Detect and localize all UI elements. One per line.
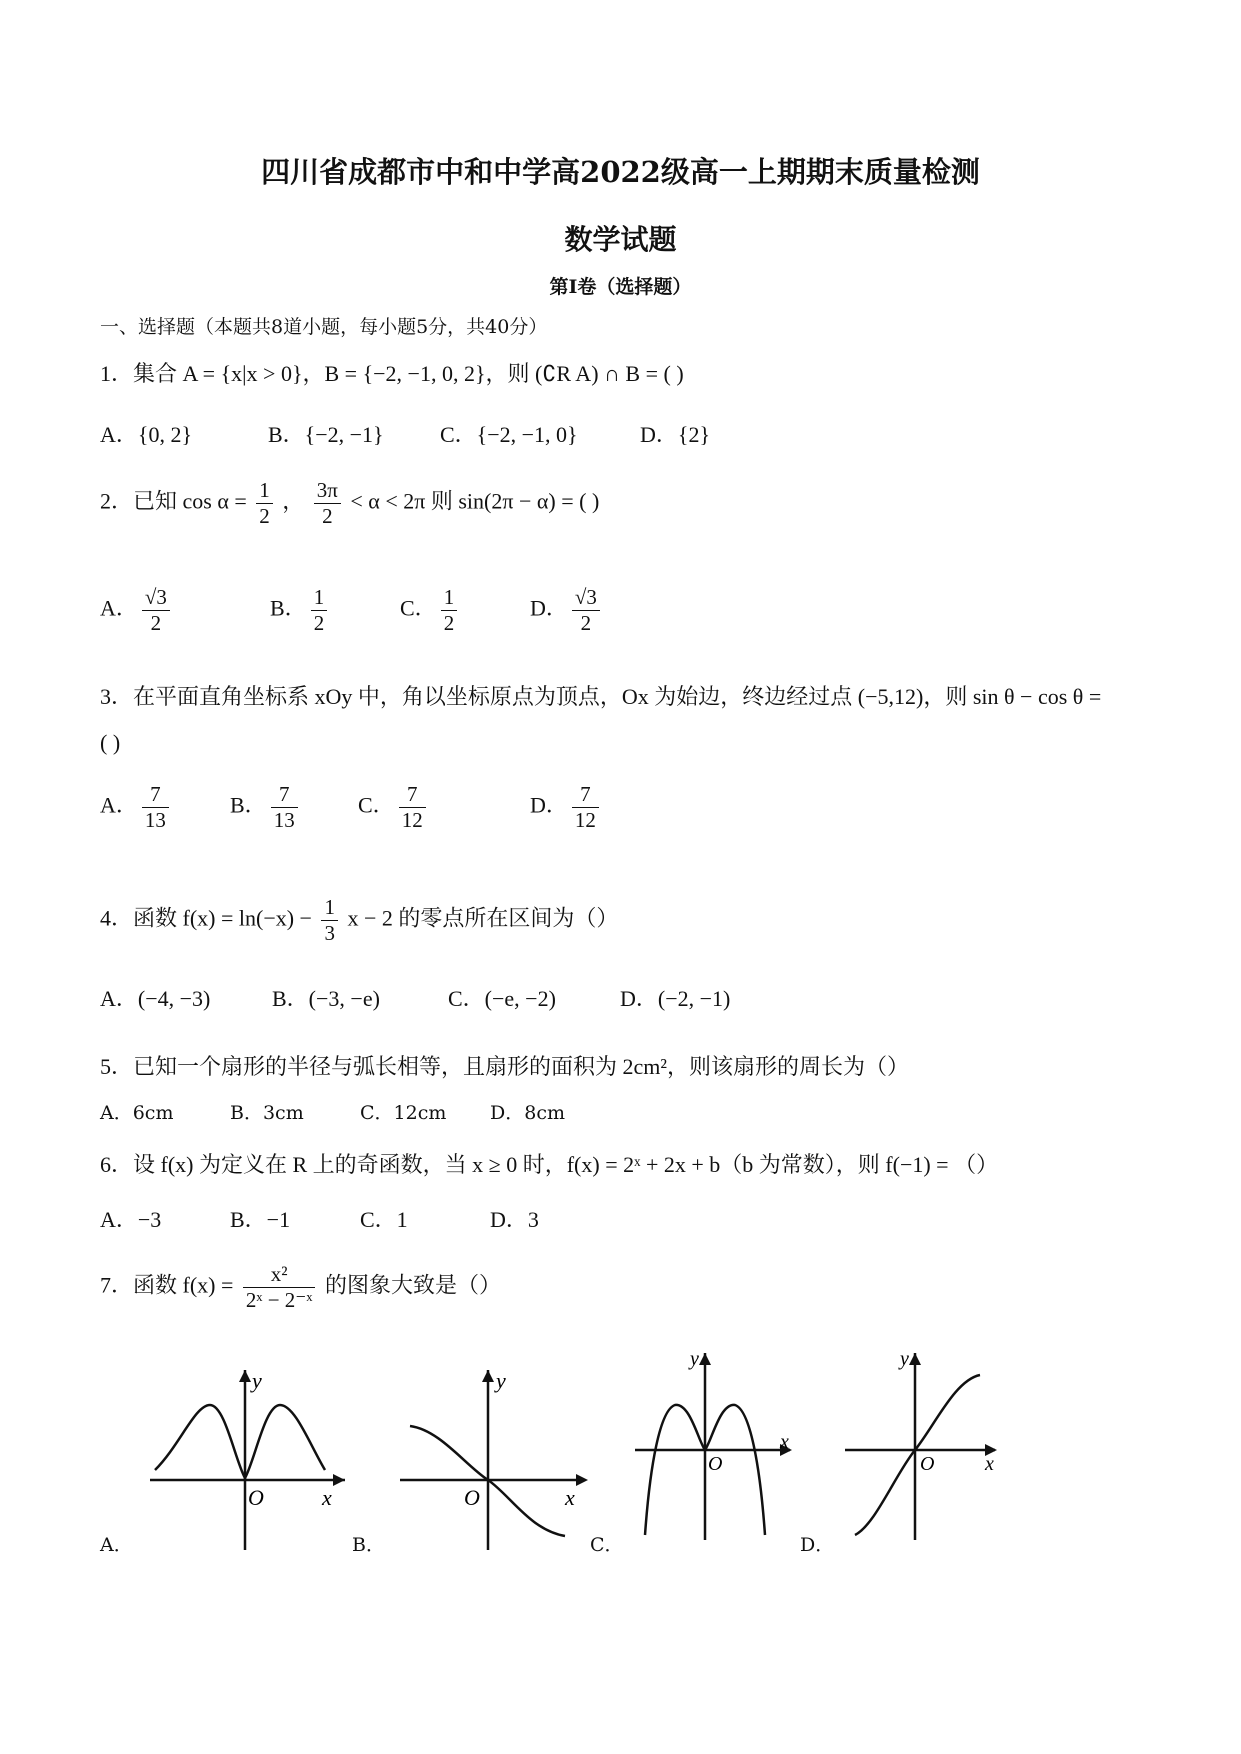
q2-option-b[interactable]	[270, 585, 331, 636]
q2-option-c-fraction	[441, 585, 458, 636]
q7-option-c[interactable]: C．	[590, 1534, 624, 1556]
q2-option-a-label: A．	[100, 595, 138, 621]
q2-frac1-den: 2	[259, 504, 270, 529]
q2-option-c-num: 1	[441, 585, 458, 611]
question-2-stem	[100, 478, 599, 529]
q2-frac2-den: 2	[322, 504, 333, 529]
q7-graph-a	[150, 1360, 350, 1560]
q1-option-c[interactable]: C．{−2, −1, 0}	[440, 422, 578, 447]
q7-fraction	[243, 1262, 316, 1313]
q3-option-b[interactable]	[230, 782, 302, 833]
question-3-options	[100, 782, 700, 852]
exam-title: 四川省成都市中和中学高2022级高一上期期末质量检测	[261, 155, 980, 189]
q2-option-c-den: 2	[443, 611, 455, 636]
q3-option-c-num: 7	[399, 782, 426, 808]
q2-option-d-num: √3	[572, 585, 600, 611]
q7-option-b[interactable]: B．	[352, 1534, 385, 1556]
question-4-options	[100, 982, 820, 1012]
x-arrow-icon	[333, 1474, 345, 1486]
q4-option-b[interactable]: B．(−3, −e)	[272, 986, 380, 1011]
q2-stem-suffix: < α < 2π 则 sin(2π − α) = ( )	[350, 488, 600, 514]
x-label: x	[565, 1485, 575, 1510]
q6-option-b[interactable]: B．−1	[230, 1207, 291, 1232]
q2-option-d-label: D．	[530, 595, 568, 621]
x-label: x	[985, 1453, 994, 1475]
q3-option-d-fraction	[572, 782, 599, 833]
curve	[155, 1405, 325, 1478]
q3-option-b-num: 7	[271, 782, 298, 808]
q2-stem-mid: ，	[282, 488, 305, 514]
q4-frac-num: 1	[321, 895, 338, 921]
q7-graph-b	[400, 1360, 600, 1560]
q2-option-b-num: 1	[311, 585, 328, 611]
q2-option-d[interactable]	[530, 585, 604, 636]
y-label: y	[496, 1368, 506, 1393]
question-5-stem: 5．已知一个扇形的半径与弧长相等，且扇形的面积为 2cm²，则该扇形的周长为（）	[100, 1054, 909, 1079]
question-6-options	[100, 1203, 700, 1233]
q3-option-b-den: 13	[273, 808, 295, 833]
q3-option-a-label: A．	[100, 792, 138, 818]
q2-option-b-fraction	[311, 585, 328, 636]
q3-option-c[interactable]	[358, 782, 430, 833]
q6-option-c[interactable]: C．1	[360, 1207, 408, 1232]
q3-option-c-label: C．	[358, 792, 395, 818]
q4-frac-den: 3	[324, 921, 335, 946]
q3-option-a[interactable]	[100, 782, 173, 833]
y-arrow-icon	[239, 1370, 251, 1382]
q7-frac-den: 2ˣ − 2⁻ˣ	[245, 1288, 313, 1313]
q2-option-b-label: B．	[270, 595, 307, 621]
q3-option-a-fraction	[142, 782, 169, 833]
section-heading: 一、选择题（本题共8道小题，每小题5分，共40分）	[100, 316, 548, 338]
q1-option-a[interactable]: A．{0, 2}	[100, 422, 193, 447]
q7-graph-c	[630, 1345, 800, 1545]
exam-subtitle: 数学试题	[564, 223, 677, 256]
question-4-stem	[100, 895, 618, 946]
q6-option-a[interactable]: A．−3	[100, 1207, 162, 1232]
q3-option-c-den: 12	[401, 808, 423, 833]
q6-option-d[interactable]: D．3	[490, 1207, 539, 1232]
q2-stem-prefix: 2．已知 cos α =	[100, 488, 247, 514]
q2-option-d-den: 2	[580, 611, 592, 636]
q2-fraction-1	[256, 478, 273, 529]
q2-frac1-num: 1	[256, 478, 273, 504]
q3-option-d-num: 7	[572, 782, 599, 808]
q7-stem-prefix: 7．函数 f(x) =	[100, 1272, 234, 1298]
y-label: y	[900, 1348, 909, 1370]
q5-option-c[interactable]: C．12cm	[360, 1102, 447, 1124]
q2-option-a-den: 2	[150, 611, 162, 636]
q3-option-b-label: B．	[230, 792, 267, 818]
x-arrow-icon	[576, 1474, 588, 1486]
x-label: x	[780, 1431, 789, 1453]
q2-option-c[interactable]	[400, 585, 461, 636]
q1-option-d[interactable]: D．{2}	[640, 422, 711, 447]
q3-option-c-fraction	[399, 782, 426, 833]
q2-option-d-fraction	[572, 585, 600, 636]
q1-option-b[interactable]: B．{−2, −1}	[268, 422, 384, 447]
q2-fraction-2	[314, 478, 341, 529]
origin-label: O	[920, 1453, 935, 1475]
q4-fraction	[321, 895, 338, 946]
question-3-stem: 3．在平面直角坐标系 xOy 中，角以坐标原点为顶点，Ox 为始边，终边经过点 (−5,12)，则 sin θ − cos θ =	[100, 684, 1102, 709]
curve	[855, 1375, 980, 1535]
q5-option-d[interactable]: D．8cm	[490, 1102, 565, 1124]
question-3-stem-cont: ( )	[100, 730, 121, 755]
q2-option-a[interactable]	[100, 585, 174, 636]
q7-graph-d	[840, 1345, 1010, 1545]
q7-option-a[interactable]: A．	[100, 1534, 133, 1556]
x-label: x	[322, 1485, 332, 1510]
q3-option-d-label: D．	[530, 792, 568, 818]
question-7-stem	[100, 1262, 501, 1313]
q4-stem-suffix: x − 2 的零点所在区间为（）	[347, 905, 619, 931]
q3-option-d-den: 12	[574, 808, 596, 833]
q7-option-d[interactable]: D．	[800, 1534, 835, 1556]
q3-option-a-den: 13	[144, 808, 166, 833]
q4-option-d[interactable]: D．(−2, −1)	[620, 986, 731, 1011]
q3-option-b-fraction	[271, 782, 298, 833]
q3-option-d[interactable]	[530, 782, 603, 833]
q2-option-b-den: 2	[313, 611, 325, 636]
q4-option-c[interactable]: C．(−e, −2)	[448, 986, 556, 1011]
y-arrow-icon	[909, 1353, 921, 1365]
q2-option-a-fraction	[142, 585, 170, 636]
q3-option-a-num: 7	[142, 782, 169, 808]
q4-option-a[interactable]: A．(−4, −3)	[100, 986, 211, 1011]
y-arrow-icon	[699, 1353, 711, 1365]
volume-label: 第Ⅰ卷（选择题）	[549, 276, 692, 298]
question-2-options	[100, 585, 700, 655]
origin-label: O	[464, 1485, 480, 1510]
q2-frac2-num: 3π	[314, 478, 341, 504]
q4-stem-prefix: 4．函数 f(x) = ln(−x) −	[100, 905, 312, 931]
q7-frac-num: x²	[243, 1262, 316, 1288]
y-label: y	[252, 1368, 262, 1393]
y-label: y	[690, 1348, 699, 1370]
q2-option-c-label: C．	[400, 595, 437, 621]
question-1-stem: 1．集合 A = {x|x > 0}，B = {−2, −1, 0, 2}，则 (∁R A) ∩ B = ( )	[100, 361, 684, 386]
q2-option-a-num: √3	[142, 585, 170, 611]
y-arrow-icon	[482, 1370, 494, 1382]
question-6-stem: 6．设 f(x) 为定义在 R 上的奇函数，当 x ≥ 0 时，f(x) = 2ˣ + 2x + b（b 为常数），则 f(−1) = （）	[100, 1152, 999, 1177]
origin-label: O	[708, 1453, 723, 1475]
question-5-options	[100, 1098, 700, 1128]
q5-option-a[interactable]: A．6cm	[100, 1102, 174, 1124]
question-1-options	[100, 418, 1140, 448]
q5-option-b[interactable]: B．3cm	[230, 1102, 304, 1124]
q7-stem-suffix: 的图象大致是（）	[324, 1272, 501, 1298]
origin-label: O	[248, 1485, 264, 1510]
